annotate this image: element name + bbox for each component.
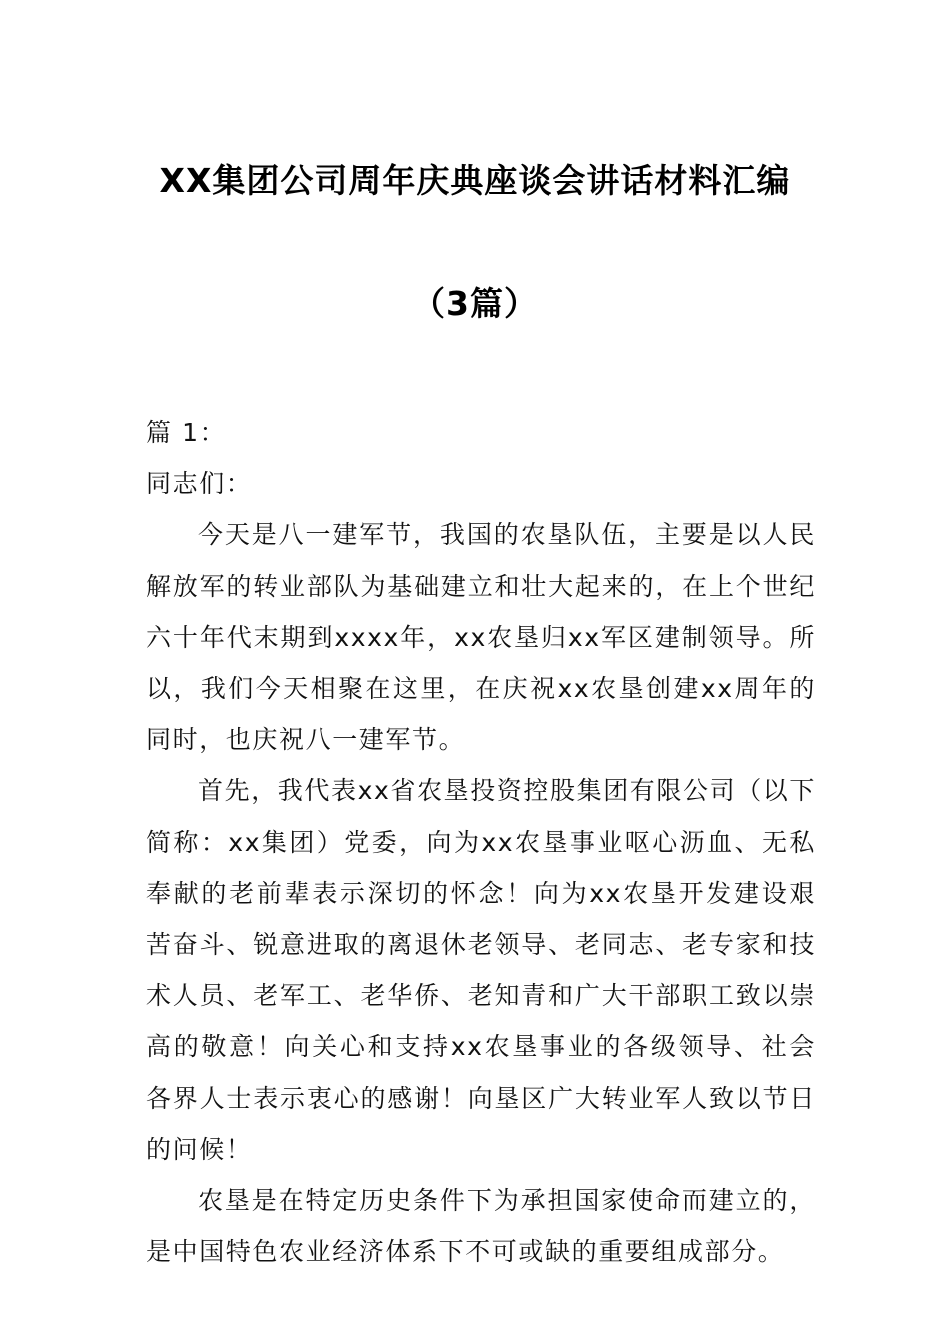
paragraph-2: 首先，我代表xx省农垦投资控股集团有限公司（以下简称：xx集团）党委，向为xx农垦事业呕心沥血、无私奉献的老前辈表示深切的怀念！向为xx农垦开发建设艰苦奋斗、锐意进取的离退休老领导、老同志、老专家和技术人员、老军工、老华侨、老知青和广大干部职工致以崇高的敬意！向关心和支持xx农垦事业的各级领导、社会各界人士表示衷心的感谢！向垦区广大转业军人致以节日的问候！ — [146, 776, 816, 1164]
salutation: 同志们： — [146, 469, 253, 499]
document-title: XX集团公司周年庆典座谈会讲话材料汇编 — [159, 161, 791, 200]
document-body — [146, 407, 816, 1277]
section-label: 篇 1： — [146, 418, 227, 447]
document-subtitle: （3篇） — [412, 284, 538, 323]
paragraph-1: 今天是八一建军节，我国的农垦队伍，主要是以人民解放军的转业部队为基础建立和壮大起来的，在上个世纪六十年代末期到xxxx年，xx农垦归xx军区建制领导。所以，我们今天相聚在这里，在庆祝xx农垦创建xx周年的同时，也庆祝八一建军节。 — [146, 520, 816, 755]
paragraph-3: 农垦是在特定历史条件下为承担国家使命而建立的，是中国特色农业经济体系下不可或缺的重要组成部分。 — [146, 1186, 816, 1267]
